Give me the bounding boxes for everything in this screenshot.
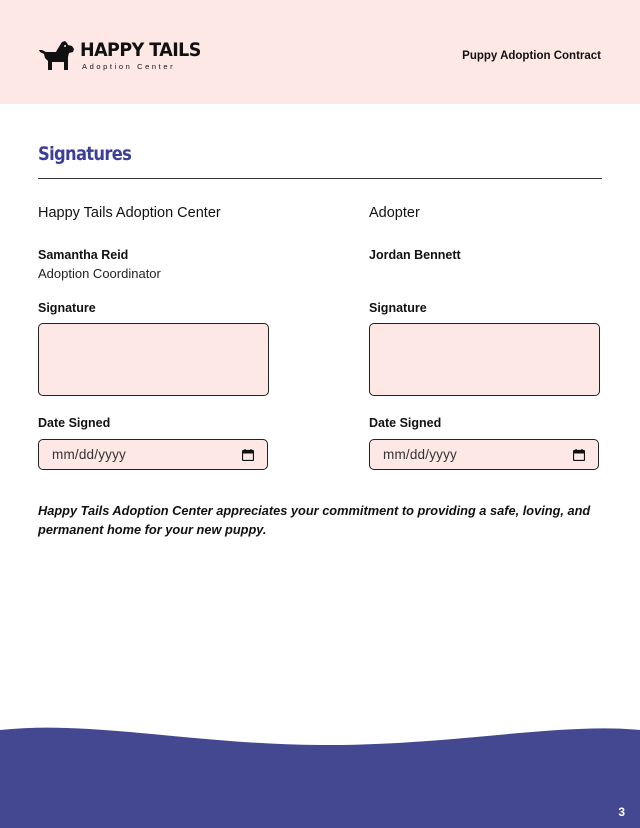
- signature-field[interactable]: [38, 323, 269, 396]
- brand-logo: [38, 40, 211, 74]
- date-placeholder: mm/dd/yyyy: [52, 447, 127, 462]
- calendar-icon[interactable]: [242, 449, 254, 461]
- closing-statement: Happy Tails Adoption Center appreciates your commitment to providing a safe, loving, and permanent home for your new puppy.: [38, 503, 591, 537]
- document-title: Puppy Adoption Contract: [462, 50, 601, 62]
- signature-label: Signature: [38, 301, 96, 315]
- section-title: Signatures: [38, 143, 132, 165]
- date-signed-input[interactable]: [38, 439, 268, 470]
- date-signed-label: Date Signed: [38, 416, 111, 430]
- dog-icon: [38, 40, 76, 74]
- date-placeholder: mm/dd/yyyy: [383, 447, 458, 462]
- signature-label: Signature: [369, 301, 427, 315]
- page-header: [0, 0, 640, 104]
- signer-role: Adoption Coordinator: [38, 266, 161, 281]
- party-title: Adopter: [369, 205, 420, 221]
- date-signed-label: Date Signed: [369, 416, 442, 430]
- brand-subtitle: Adoption Center: [82, 62, 176, 71]
- brand-name: HAPPY TAILS: [80, 39, 201, 61]
- calendar-icon[interactable]: [573, 449, 585, 461]
- signature-field[interactable]: [369, 323, 600, 396]
- page-number: 3: [618, 805, 625, 819]
- brand-text: [80, 40, 211, 71]
- signer-name: Jordan Bennett: [369, 248, 461, 262]
- footer-wave: [0, 720, 640, 828]
- section-divider: [38, 178, 602, 179]
- party-title: Happy Tails Adoption Center: [38, 205, 221, 221]
- signer-name: Samantha Reid: [38, 248, 129, 262]
- date-signed-input[interactable]: [369, 439, 599, 470]
- center-signature-block: [38, 203, 270, 462]
- adopter-signature-block: [369, 203, 601, 462]
